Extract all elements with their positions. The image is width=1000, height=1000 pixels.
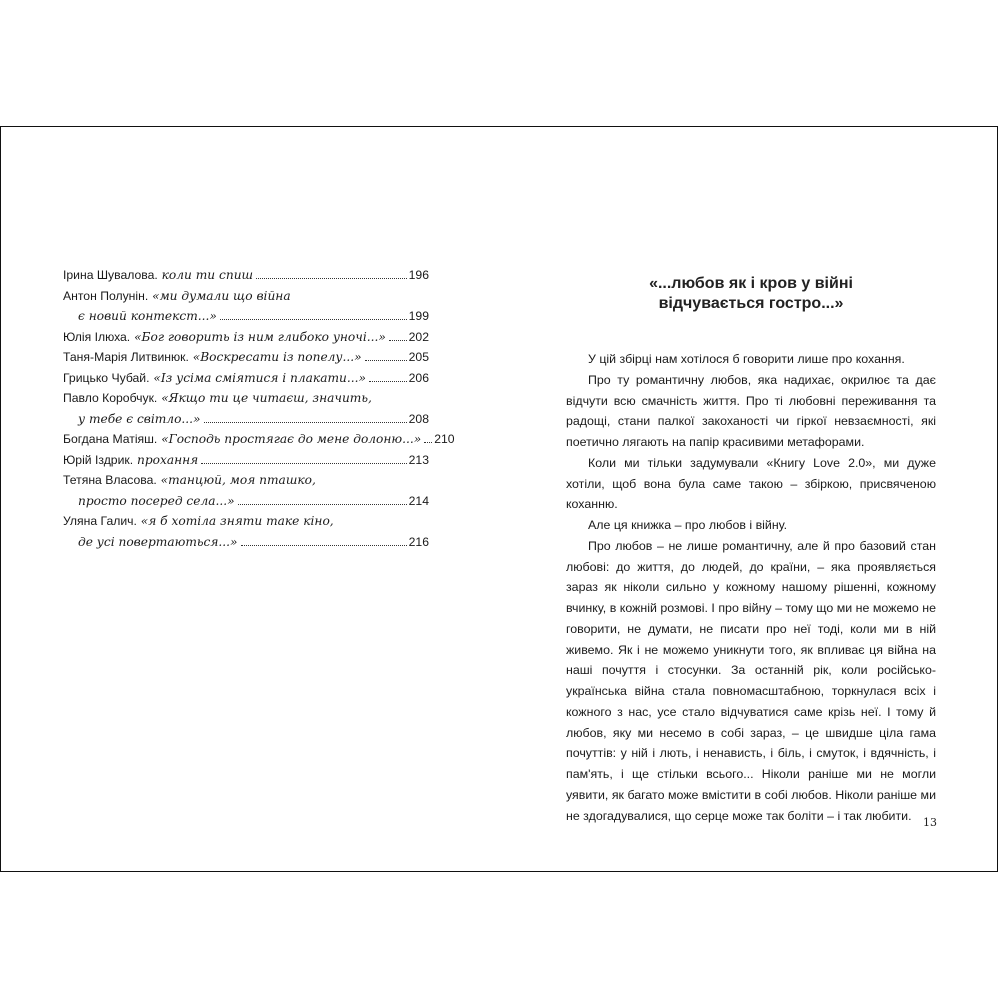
- toc-page: 214: [408, 493, 429, 508]
- toc-leader: [238, 504, 407, 505]
- table-of-contents: [63, 265, 455, 552]
- toc-title: «Бог говорить із ним глибоко уночі...»: [134, 329, 386, 344]
- toc-line: [63, 450, 429, 471]
- toc-entry: [63, 470, 429, 511]
- paragraph: У цій збірці нам хотілося б говорити лише про кохання.: [588, 352, 905, 366]
- toc-author: Юрій Іздрик.: [63, 452, 134, 467]
- toc-page: 216: [408, 534, 429, 549]
- toc-line: [63, 409, 429, 430]
- toc-entry: [63, 347, 429, 368]
- toc-line: [63, 470, 429, 491]
- toc-leader: [201, 463, 406, 464]
- toc-title: просто посеред села...»: [78, 493, 235, 508]
- toc-line: [63, 491, 429, 512]
- toc-title: «танцюй, моя пташко,: [160, 473, 316, 487]
- toc-entry: [63, 286, 429, 327]
- toc-entry: [63, 388, 429, 429]
- toc-page: 205: [408, 350, 429, 364]
- paragraph: Про любов – не лише романтичну, але й про базовий стан любові: до життя, до людей, до країни, – яка проявляється зараз як ніколи сильно у кожному нашому рішенні, кожному вчинку, в кожній розмові. І про війну – тому що ми не можемо не говорити, не думати, не писати про неї тоді, коли ми в ній живемо. Як і не можемо уникнути того, як впливає ця війна на наші почуття і стосунки. За останній рік, коли російсько-українська війна стала повномасштабною, торкнулася всіх і кожного з нас, усе стало відчуватися саме крізь неї. І тому й любов, яку ми несемо в собі зараз, – це швидше ціла гама почуттів: у ній і лють, і ненависть, і біль, і смуток, і вдячність, і пам'ять, і ще стільки всього... Ніколи раніше ми не могли уявити, як багато може вмістити в собі любов. Ніколи раніше ми не здогадувалися, що серце може так боліти – і так любити.: [566, 538, 936, 823]
- toc-title: коли ти спиш: [161, 268, 254, 282]
- toc-line: [63, 327, 429, 348]
- toc-author: Тетяна Власова.: [63, 473, 157, 487]
- toc-author: Антон Полунін.: [63, 288, 149, 303]
- toc-title: є новий контекст...»: [78, 309, 217, 323]
- heading-line-1: «...любов як і кров у війні: [649, 275, 853, 292]
- toc-line: [63, 511, 429, 532]
- toc-page: 206: [408, 370, 429, 385]
- toc-entry: [63, 368, 429, 389]
- toc-leader: [220, 319, 407, 320]
- toc-entry: [63, 265, 429, 286]
- toc-author: Таня-Марія Литвинюк.: [63, 350, 189, 364]
- page-number: 13: [923, 816, 937, 829]
- toc-leader: [369, 381, 407, 382]
- toc-title: де усі повертаються...»: [78, 534, 238, 549]
- paragraph: Про ту романтичну любов, яка надихає, окрилює та дає відчути всю смачність життя. Про ті любовні переживання та радощі, стани палкої закоханості чи гіркої невзаємності, які поетично лягають на папір красивими метафорами.: [566, 372, 936, 449]
- toc-leader: [256, 278, 407, 279]
- toc-author: Юлія Ілюха.: [63, 329, 131, 344]
- toc-author: Грицько Чубай.: [63, 370, 150, 385]
- toc-title: «ми думали що війна: [152, 288, 291, 303]
- right-page-content: [566, 274, 936, 826]
- toc-title: «Із усіма сміятися і плакати...»: [153, 370, 366, 385]
- toc-page: 196: [408, 268, 429, 282]
- toc-leader: [241, 545, 407, 546]
- toc-author: Павло Коробчук.: [63, 391, 158, 405]
- toc-line: [63, 347, 429, 368]
- toc-leader: [365, 360, 407, 361]
- toc-entry: [63, 450, 429, 471]
- toc-leader: [204, 422, 407, 423]
- toc-page: 210: [434, 432, 455, 446]
- toc-title: прохання: [137, 452, 199, 467]
- toc-page: 199: [408, 309, 429, 323]
- toc-entry: [63, 327, 429, 348]
- section-heading: [566, 274, 936, 314]
- toc-line: [63, 429, 455, 450]
- toc-line: [63, 368, 429, 389]
- toc-author: Ірина Шувалова.: [63, 268, 158, 282]
- toc-page: 213: [408, 452, 429, 467]
- toc-entry: [63, 429, 455, 450]
- heading-line-2: відчувається гостро...»: [658, 295, 844, 312]
- toc-entry: [63, 511, 429, 552]
- toc-leader: [424, 442, 432, 443]
- toc-page: 208: [408, 411, 429, 426]
- paragraph: Коли ми тільки задумували «Книгу Love 2.0», ми дуже хотіли, щоб вона була саме такою – збіркою, присвяченою коханню.: [566, 455, 936, 512]
- toc-title: «Господь простягає до мене долоню...»: [161, 432, 422, 446]
- toc-title: «я б хотіла зняти таке кіно,: [140, 514, 334, 528]
- toc-title: «Воскресати із попелу...»: [192, 350, 362, 364]
- toc-title: у тебе є світло...»: [78, 411, 201, 426]
- toc-author: Богдана Матіяш.: [63, 432, 158, 446]
- paragraph: Але ця книжка – про любов і війну.: [588, 518, 788, 532]
- toc-line: [63, 265, 429, 286]
- toc-line: [63, 306, 429, 327]
- toc-line: [63, 388, 429, 409]
- toc-page: 202: [408, 329, 429, 344]
- toc-author: Уляна Галич.: [63, 514, 137, 528]
- toc-leader: [389, 340, 407, 341]
- toc-line: [63, 532, 429, 553]
- toc-title: «Якщо ти це читаєш, значить,: [161, 391, 372, 405]
- toc-line: [63, 286, 429, 307]
